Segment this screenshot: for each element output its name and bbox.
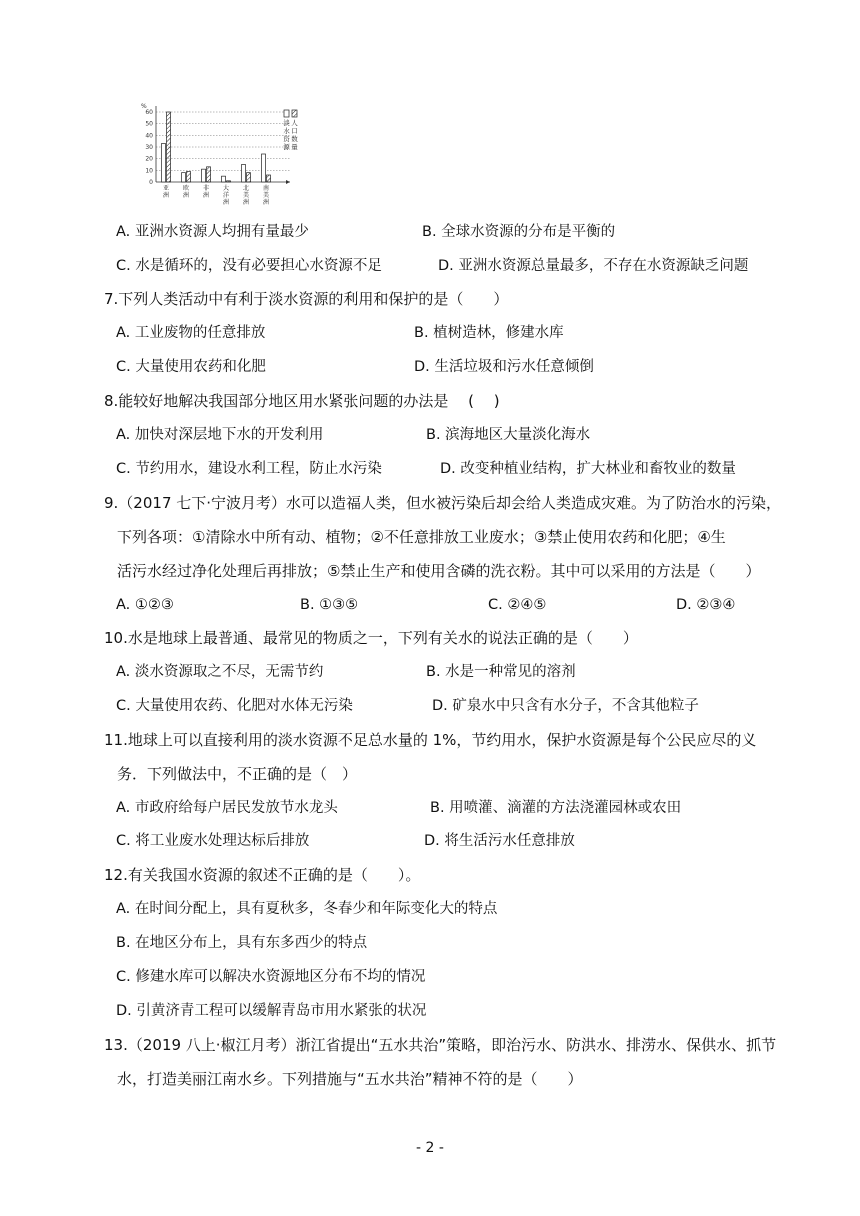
x-tick-label: 洋 [222,192,230,199]
x-tick-label: 大 [222,185,230,192]
q8-stem: 8.能较好地解决我国部分地区用水紧张问题的办法是 ( ) [104,392,500,410]
legend-label-population: 口 [291,127,298,135]
bar-freshwater [222,176,226,182]
y-tick-label: 20 [145,155,153,163]
y-tick-label: 10 [145,167,153,175]
q7-option-b: B. 植树造林，修建水库 [414,325,564,341]
q9-option-c: C. ②④⑤ [488,597,547,613]
y-tick-label: 50 [145,120,153,128]
legend-label-population: 数 [291,135,298,143]
q11-option-c: C. 将工业废水处理达标后排放 [116,833,310,849]
x-tick-label: 南 [262,185,270,192]
q13-stem-line2: 水，打造美丽江南水乡。下列措施与“五水共治”精神不符的是（ ） [117,1070,583,1088]
q7-option-c: C. 大量使用农药和化肥 [116,359,266,375]
q9-stem-line2: 下列各项：①清除水中所有动、植物；②不任意排放工业废水；③禁止使用农药和化肥；④生 [117,528,726,546]
q9-stem-line3: 活污水经过净化处理后再排放；⑤禁止生产和使用含磷的洗衣粉。其中可以采用的方法是（ ） [117,562,761,580]
q12-option-a: A. 在时间分配上，具有夏秋多，冬春少和年际变化大的特点 [116,901,498,917]
bar-population [247,173,251,182]
q8-option-c: C. 节约用水，建设水利工程，防止水污染 [116,461,382,477]
q10-option-a: A. 淡水资源取之不尽，无需节约 [116,664,324,680]
legend-swatch-population [292,110,297,117]
q10-stem: 10.水是地球上最普通、最常见的物质之一，下列有关水的说法正确的是（ ） [104,629,638,647]
legend-swatch-freshwater [284,110,289,117]
y-tick-label: 0 [149,179,153,186]
q9-stem-line1: 9.（2017 七下·宁波月考）水可以造福人类，但水被污染后却会给人类造成灾难。为了防治水的污染， [104,494,782,512]
legend-label-freshwater: 水 [283,127,290,135]
bar-freshwater [242,165,246,183]
q11-option-b: B. 用喷灌、滴灌的方法浇灌园林或农田 [430,800,682,816]
q12-stem: 12.有关我国水资源的叙述不正确的是（ ）。 [104,866,421,884]
bar-freshwater [182,173,186,182]
bar-population [207,167,211,182]
x-tick-label: 美 [242,192,250,199]
q8-option-d: D. 改变种植业结构，扩大林业和畜牧业的数量 [440,461,736,477]
q9-option-d: D. ②③④ [676,597,736,613]
q7-option-a: A. 工业废物的任意排放 [116,325,266,341]
legend-label-freshwater: 源 [283,143,290,151]
q11-option-a: A. 市政府给每户居民发放节水龙头 [116,800,338,816]
bar-population [267,175,271,182]
y-unit-label: % [141,103,147,110]
bar-freshwater [202,169,206,182]
bar-population [187,172,191,183]
q12-option-b: B. 在地区分布上，具有东多西少的特点 [116,935,368,951]
legend-label-freshwater: 淡 [283,119,290,127]
q6-option-a: A. 亚洲水资源人均拥有量最少 [116,224,309,240]
q7-stem: 7.下列人类活动中有利于淡水资源的利用和保护的是（ ） [104,290,509,308]
x-tick-label: 欧 [182,185,190,192]
x-tick-label: 亚 [162,185,170,192]
legend-label-population: 量 [291,143,298,151]
legend-label-population: 人 [291,119,298,127]
q9-option-a: A. ①②③ [116,597,174,613]
q10-option-c: C. 大量使用农药、化肥对水体无污染 [116,698,353,714]
bar-freshwater [162,144,166,183]
q12-option-c: C. 修建水库可以解决水资源地区分布不均的情况 [116,969,426,985]
x-tick-label: 洲 [262,199,270,206]
x-tick-label: 北 [242,185,250,192]
q11-stem-line2: 务．下列做法中，不正确的是（ ） [117,765,358,783]
q13-stem-line1: 13.（2019 八上·椒江月考）浙江省提出“五水共治”策略，即治污水、防洪水、排涝水、保供水、抓节 [104,1036,777,1054]
water-population-chart [136,100,306,218]
legend-label-freshwater: 资 [283,135,290,143]
x-tick-label: 非 [202,185,210,192]
y-tick-label: 40 [145,132,153,140]
q6-option-c: C. 水是循环的，没有必要担心水资源不足 [116,258,382,274]
x-tick-label: 洲 [222,199,230,206]
q10-option-b: B. 水是一种常见的溶剂 [426,664,576,680]
q7-option-d: D. 生活垃圾和污水任意倾倒 [414,359,594,375]
q6-option-d: D. 亚洲水资源总量最多，不存在水资源缺乏问题 [438,258,749,274]
y-tick-label: 60 [145,109,153,116]
q11-option-d: D. 将生活污水任意排放 [424,833,575,849]
bar-chart-svg [136,100,306,218]
q12-option-d: D. 引黄济青工程可以缓解青岛市用水紧张的状况 [116,1003,427,1019]
q9-option-b: B. ①③⑤ [300,597,359,613]
q10-option-d: D. 矿泉水中只含有水分子，不含其他粒子 [432,698,699,714]
page-number: - 2 - [416,1140,444,1156]
x-axis-arrow [286,180,290,184]
bar-population [167,112,171,182]
bar-population [227,181,231,182]
q8-option-b: B. 滨海地区大量淡化海水 [426,427,591,443]
bar-freshwater [262,154,266,182]
y-tick-label: 30 [145,144,153,151]
q6-option-b: B. 全球水资源的分布是平衡的 [422,224,616,240]
q11-stem-line1: 11.地球上可以直接利用的淡水资源不足总水量的 1%，节约用水，保护水资源是每个公民应尽的义 [104,731,757,749]
x-tick-label: 洲 [182,192,190,199]
x-tick-label: 洲 [242,199,250,206]
x-tick-label: 美 [262,192,270,199]
x-tick-label: 洲 [162,192,170,199]
q8-option-a: A. 加快对深层地下水的开发利用 [116,427,324,443]
x-tick-label: 洲 [202,192,210,199]
